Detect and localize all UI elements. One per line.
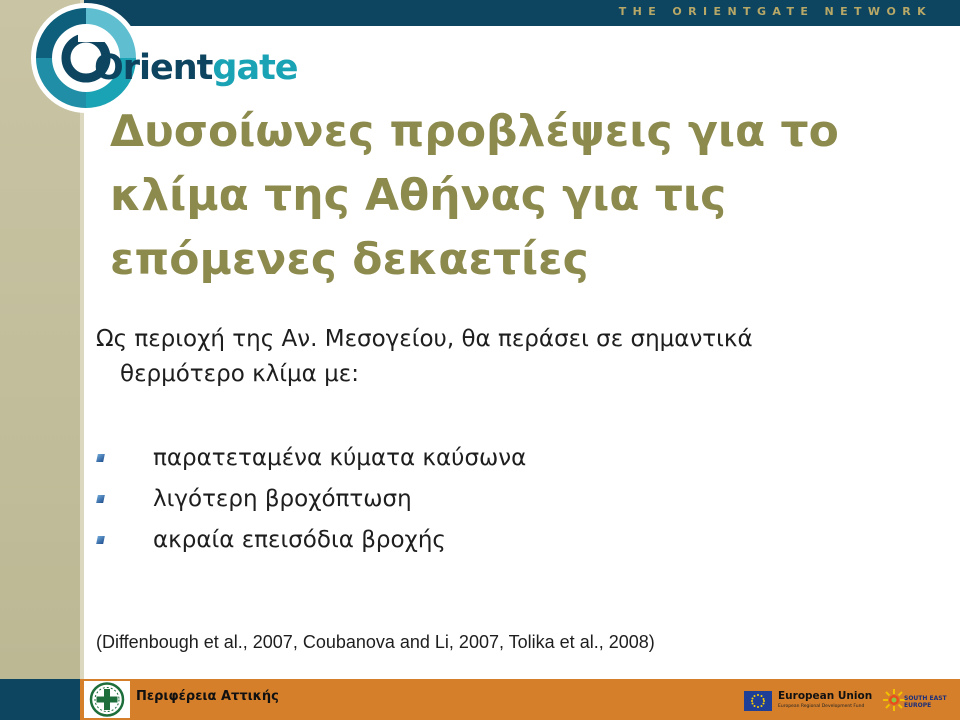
attica-emblem <box>84 681 130 718</box>
intro-line: Ως περιοχή της Αν. Μεσογείου, θα περάσει σε σημαντικά <box>96 326 753 352</box>
footer-left-block <box>0 679 80 720</box>
slide-title-line: επόμενες δεκαετίες <box>110 234 589 285</box>
bullet-text: λιγότερη βροχόπτωση <box>153 486 412 512</box>
slide-title <box>110 100 910 292</box>
blue-square-bullet-icon <box>96 536 105 544</box>
bullet-text: ακραία επεισόδια βροχής <box>153 527 446 553</box>
logo-wordmark-main: Orient <box>94 48 213 88</box>
bullet-text: παρατεταμένα κύματα καύσωνα <box>153 445 527 471</box>
intro-line: θερμότερο κλίμα με: <box>120 361 359 387</box>
blue-square-bullet-icon <box>96 454 105 462</box>
slide-title-line: κλίμα της Αθήνας για τις <box>110 170 727 221</box>
attica-cross-emblem-icon <box>84 681 130 718</box>
south-east-europe-logo <box>882 686 947 718</box>
intro-paragraph <box>96 322 876 392</box>
network-title: THE ORIENTGATE NETWORK <box>618 5 932 18</box>
orientgate-logo <box>30 2 298 114</box>
logo-wordmark-accent: gate <box>212 48 298 88</box>
eu-flag-icon <box>744 691 772 711</box>
logo-wordmark <box>94 48 298 88</box>
see-label <box>904 695 947 709</box>
slide-title-line: Δυσοίωνες προβλέψεις για το <box>110 106 839 157</box>
eu-subtitle: European Regional Development Fund <box>778 704 865 709</box>
eu-logo <box>740 690 880 714</box>
region-label: Περιφέρεια Αττικής <box>136 689 279 704</box>
eu-title: European Union <box>778 690 873 702</box>
south-east-europe-sun-icon <box>882 688 906 712</box>
see-label-line: SOUTH EAST <box>904 695 947 702</box>
citation: (Diffenbough et al., 2007, Coubanova and Li, 2007, Tolika et al., 2008) <box>96 632 655 652</box>
blue-square-bullet-icon <box>96 495 105 503</box>
top-header-bar <box>84 0 960 26</box>
see-label-line: EUROPE <box>904 702 932 709</box>
